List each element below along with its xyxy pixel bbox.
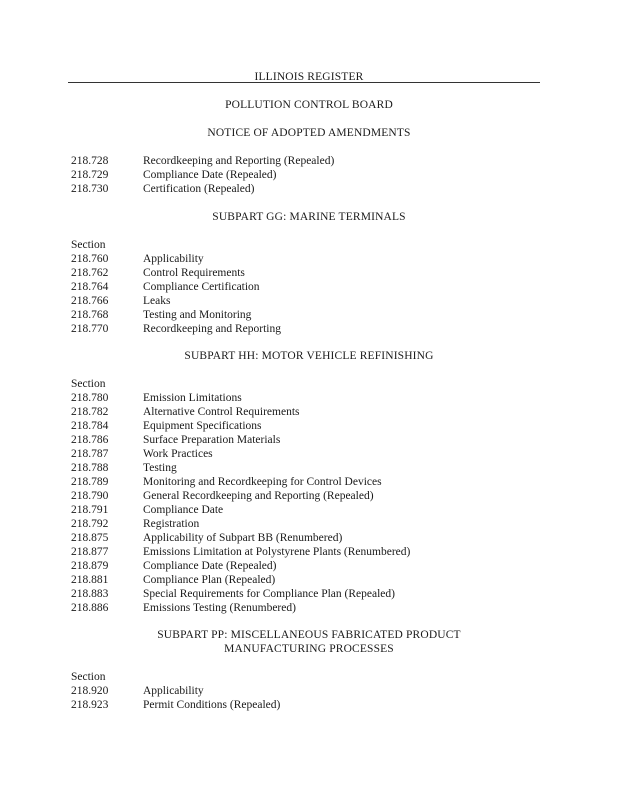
section-number: 218.760	[71, 253, 109, 265]
list-item	[0, 587, 618, 601]
list-item	[0, 531, 618, 545]
subpart-heading: SUBPART PP: MISCELLANEOUS FABRICATED PRODUCT	[157, 629, 461, 641]
list-item	[0, 461, 618, 475]
subpart-heading-continued: MANUFACTURING PROCESSES	[224, 643, 394, 655]
list-item	[0, 182, 618, 196]
list-item	[0, 489, 618, 503]
section-number: 218.789	[71, 476, 109, 488]
section-number: 218.787	[71, 448, 109, 460]
section-number: 218.766	[71, 295, 109, 307]
list-item	[0, 503, 618, 517]
publication-title: ILLINOIS REGISTER	[254, 71, 364, 83]
list-item	[0, 698, 618, 712]
section-title: Applicability	[143, 253, 204, 265]
section-number: 218.730	[71, 183, 109, 195]
section-title: Leaks	[143, 295, 171, 307]
list-item	[0, 517, 618, 531]
section-number: 218.791	[71, 504, 109, 516]
list-item	[0, 294, 618, 308]
section-number: 218.883	[71, 588, 109, 600]
section-number: 218.729	[71, 169, 109, 181]
section-title: General Recordkeeping and Reporting (Repealed)	[143, 490, 374, 502]
list-item	[0, 601, 618, 615]
section-title: Testing	[143, 462, 177, 474]
section-title: Compliance Date	[143, 504, 224, 516]
list-item	[0, 252, 618, 266]
list-item	[0, 266, 618, 280]
section-title: Equipment Specifications	[143, 420, 262, 432]
section-label: Section	[71, 671, 106, 683]
section-number: 218.792	[71, 518, 109, 530]
section-label: Section	[71, 239, 106, 251]
section-title: Emissions Limitation at Polystyrene Plants (Renumbered)	[143, 546, 411, 558]
section-number: 218.920	[71, 685, 109, 697]
section-title: Control Requirements	[143, 267, 245, 279]
list-item	[0, 391, 618, 405]
section-title: Emissions Testing (Renumbered)	[143, 602, 296, 614]
section-title: Compliance Certification	[143, 281, 260, 293]
list-item	[0, 447, 618, 461]
section-title: Special Requirements for Compliance Plan (Repealed)	[143, 588, 395, 600]
section-number: 218.788	[71, 462, 109, 474]
header-rule	[68, 82, 540, 83]
section-title: Compliance Date (Repealed)	[143, 560, 277, 572]
section-title: Compliance Date (Repealed)	[143, 169, 277, 181]
list-item	[0, 322, 618, 336]
list-item	[0, 308, 618, 322]
list-item	[0, 419, 618, 433]
section-number: 218.877	[71, 546, 109, 558]
section-number: 218.762	[71, 267, 109, 279]
list-item	[0, 475, 618, 489]
section-title: Certification (Repealed)	[143, 183, 255, 195]
list-item	[0, 405, 618, 419]
section-title: Applicability	[143, 685, 204, 697]
list-item	[0, 280, 618, 294]
section-number: 218.764	[71, 281, 109, 293]
section-title: Emission Limitations	[143, 392, 242, 404]
agency-name: POLLUTION CONTROL BOARD	[225, 99, 393, 111]
section-title: Registration	[143, 518, 200, 530]
section-number: 218.790	[71, 490, 109, 502]
section-title: Testing and Monitoring	[143, 309, 252, 321]
section-title: Alternative Control Requirements	[143, 406, 300, 418]
section-title: Applicability of Subpart BB (Renumbered)	[143, 532, 343, 544]
section-number: 218.923	[71, 699, 109, 711]
section-number: 218.879	[71, 560, 109, 572]
list-item	[0, 684, 618, 698]
notice-title: NOTICE OF ADOPTED AMENDMENTS	[207, 127, 411, 139]
section-title: Permit Conditions (Repealed)	[143, 699, 281, 711]
subpart-heading: SUBPART GG: MARINE TERMINALS	[212, 211, 406, 223]
section-number: 218.770	[71, 323, 109, 335]
section-title: Compliance Plan (Repealed)	[143, 574, 276, 586]
section-title: Surface Preparation Materials	[143, 434, 281, 446]
list-item	[0, 154, 618, 168]
list-item	[0, 559, 618, 573]
section-number: 218.768	[71, 309, 109, 321]
section-number: 218.780	[71, 392, 109, 404]
section-number: 218.782	[71, 406, 109, 418]
section-number: 218.784	[71, 420, 109, 432]
section-title: Recordkeeping and Reporting (Repealed)	[143, 155, 335, 167]
section-number: 218.728	[71, 155, 109, 167]
list-item	[0, 545, 618, 559]
list-item	[0, 573, 618, 587]
section-number: 218.886	[71, 602, 109, 614]
section-number: 218.875	[71, 532, 109, 544]
section-number: 218.881	[71, 574, 109, 586]
section-label: Section	[71, 378, 106, 390]
list-item	[0, 168, 618, 182]
subpart-heading: SUBPART HH: MOTOR VEHICLE REFINISHING	[184, 350, 434, 362]
list-item	[0, 433, 618, 447]
section-title: Monitoring and Recordkeeping for Control Devices	[143, 476, 382, 488]
section-title: Recordkeeping and Reporting	[143, 323, 281, 335]
section-title: Work Practices	[143, 448, 213, 460]
section-number: 218.786	[71, 434, 109, 446]
